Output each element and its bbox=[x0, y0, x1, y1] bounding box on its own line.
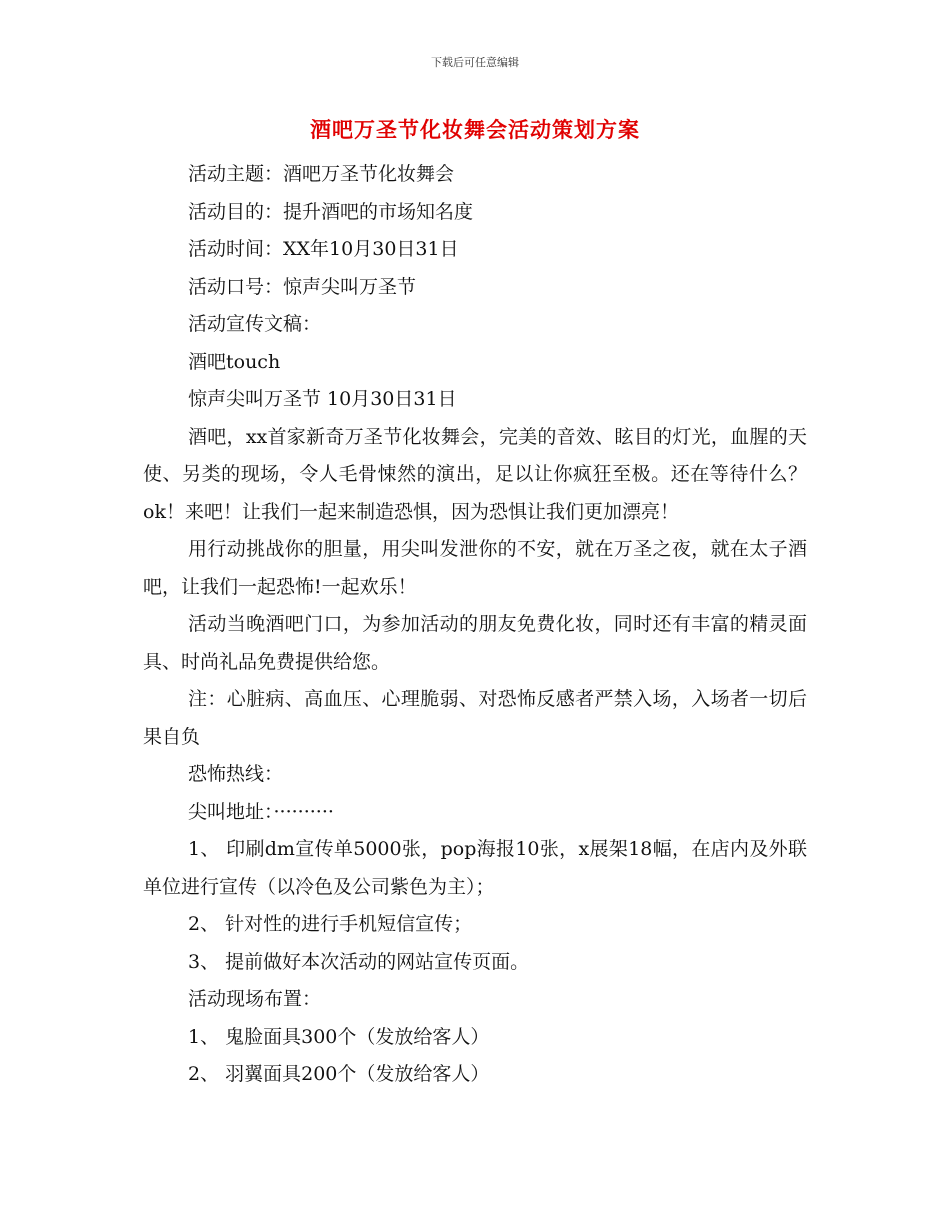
paragraph-address: 尖叫地址：·········· bbox=[188, 800, 334, 823]
paragraph-purpose: 活动目的：提升酒吧的市场知名度 bbox=[188, 200, 474, 223]
header-note: 下载后可任意编辑 bbox=[431, 56, 519, 69]
paragraph-theme: 活动主题：酒吧万圣节化妆舞会 bbox=[188, 163, 455, 185]
list-item-ghost-masks: 1、 鬼脸面具300个（发放给客人） bbox=[188, 1025, 490, 1048]
paragraph-bar-name: 酒吧touch bbox=[188, 350, 281, 373]
list-item-wing-masks: 2、 羽翼面具200个（发放给客人） bbox=[188, 1063, 490, 1085]
paragraph-venue-heading: 活动现场布置： bbox=[188, 988, 322, 1010]
list-item-sms: 2、 针对性的进行手机短信宣传； bbox=[188, 913, 473, 935]
document-body bbox=[143, 156, 807, 1094]
paragraph-makeup: 活动当晚酒吧门口，为参加活动的朋友免费化妆，同时还有丰富的精灵面具、时尚礼品免费提供给您。 bbox=[143, 613, 807, 673]
list-item-print: 1、 印刷dm宣传单5000张，pop海报10张，x展架18幅，在店内及外联单位进行宣传（以冷色及公司紫色为主）； bbox=[143, 838, 807, 898]
document-title: 酒吧万圣节化妆舞会活动策划方案 bbox=[310, 118, 640, 142]
paragraph-time: 活动时间：XX年10月30日31日 bbox=[188, 238, 459, 260]
paragraph-challenge: 用行动挑战你的胆量，用尖叫发泄你的不安，就在万圣之夜，就在太子酒吧，让我们一起恐怖!一起欢乐！ bbox=[143, 538, 807, 598]
paragraph-intro: 酒吧，xx首家新奇万圣节化妆舞会，完美的音效、眩目的灯光，血腥的天使、另类的现场，令人毛骨悚然的演出，足以让你疯狂至极。还在等待什么？ok！来吧！让我们一起来制造恐惧，因为恐惧让我们更加漂亮！ bbox=[143, 425, 807, 523]
paragraph-copy-heading: 活动宣传文稿： bbox=[188, 313, 322, 335]
paragraph-notice: 注：心脏病、高血压、心理脆弱、对恐怖反感者严禁入场，入场者一切后果自负 bbox=[143, 688, 807, 748]
paragraph-hotline: 恐怖热线： bbox=[188, 763, 284, 785]
paragraph-slogan: 活动口号：惊声尖叫万圣节 bbox=[188, 275, 417, 298]
paragraph-event-date: 惊声尖叫万圣节 10月30日31日 bbox=[188, 388, 457, 410]
list-item-website: 3、 提前做好本次活动的网站宣传页面。 bbox=[188, 950, 530, 973]
